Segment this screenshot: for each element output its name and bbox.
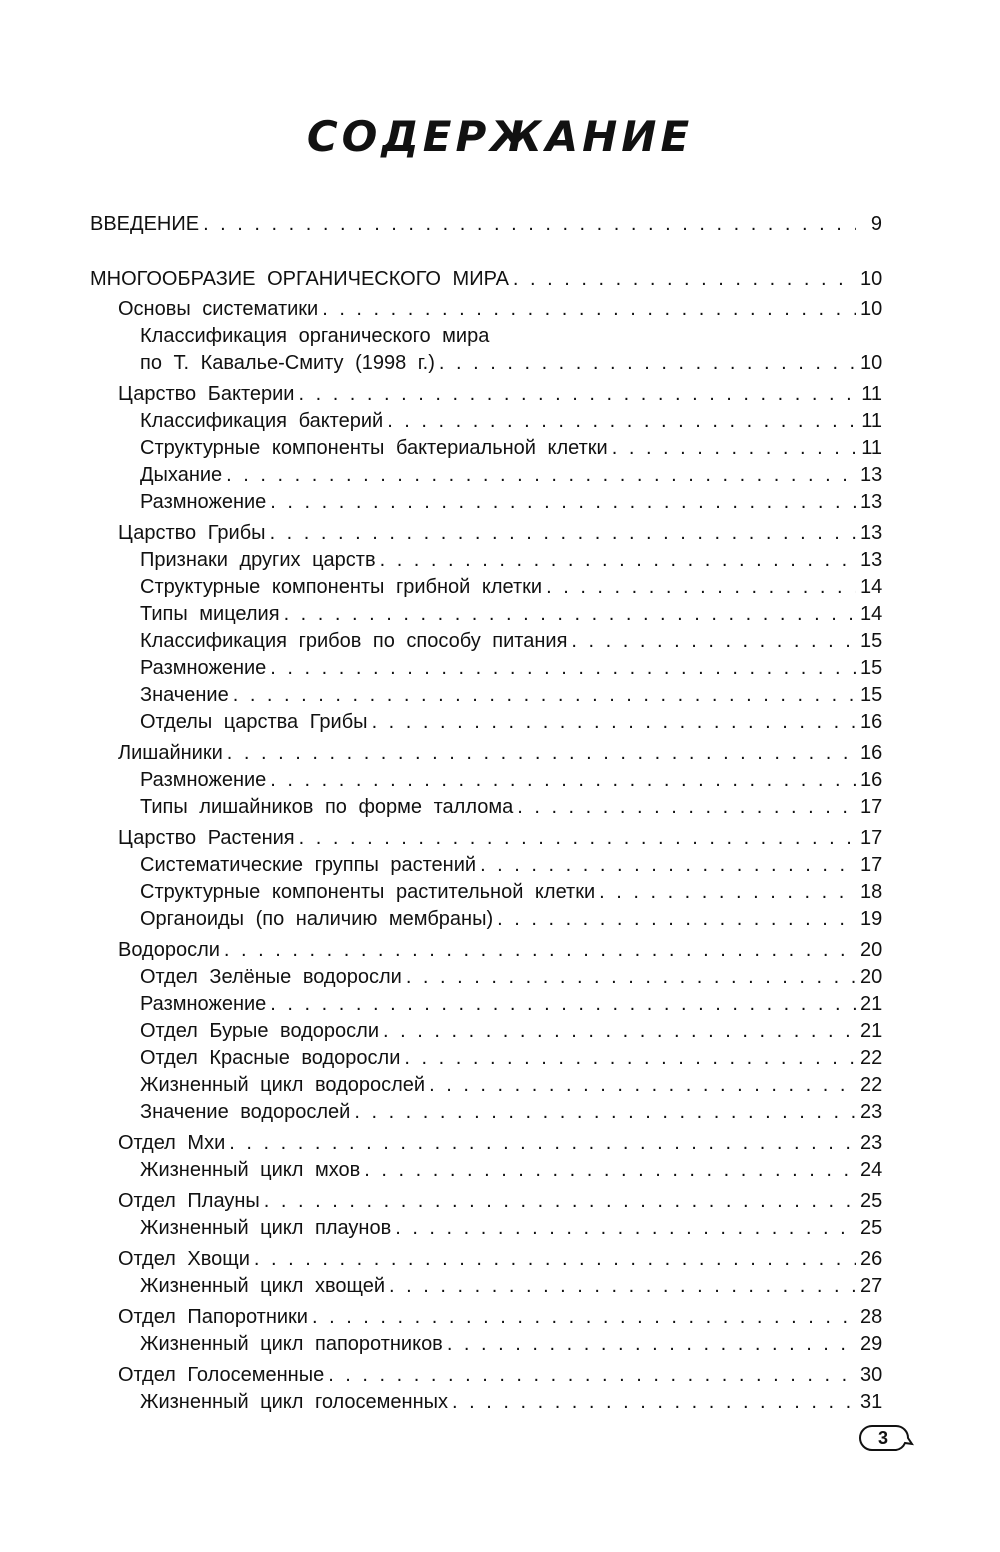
toc-entry-page: 18: [860, 881, 883, 903]
toc-entry-label: Основы систематики: [118, 298, 319, 320]
toc-entry[interactable]: [140, 1388, 882, 1418]
toc-entry-label-line1: Классификация органического мира: [140, 325, 490, 347]
toc-entry-page: 14: [860, 576, 883, 598]
toc-entry-page: 25: [860, 1217, 883, 1239]
toc-entry[interactable]: [140, 1214, 882, 1244]
toc-entry[interactable]: [140, 654, 882, 684]
toc-entry-label: Дыхание: [140, 464, 223, 486]
dot-leader: [612, 434, 856, 462]
toc-entry-label: Отдел Бурые водоросли: [140, 1020, 380, 1042]
toc-entry[interactable]: [140, 990, 882, 1020]
toc-entry-page: 26: [860, 1248, 883, 1270]
dot-leader: [299, 824, 856, 852]
toc-entry[interactable]: [118, 295, 882, 325]
toc-entry-label: Отдел Хвощи: [118, 1248, 250, 1270]
toc-entry-page: 21: [860, 1020, 883, 1042]
toc-entry-label: Отдел Плауны: [118, 1190, 260, 1212]
toc-entry-label: Жизненный цикл голосеменных: [140, 1391, 449, 1413]
dot-leader: [439, 349, 856, 377]
toc-entry-label: Отдел Зелёные водоросли: [140, 966, 402, 988]
toc-entry-page: 10: [860, 352, 883, 374]
toc-entry-label: Размножение: [140, 657, 267, 679]
toc-entry[interactable]: [140, 1071, 882, 1101]
toc-entry[interactable]: [140, 963, 882, 993]
dot-leader: [270, 654, 856, 682]
toc-entry-label: МНОГООБРАЗИЕ ОРГАНИЧЕСКОГО МИРА: [90, 268, 509, 290]
toc-entry-page: 30: [860, 1364, 883, 1386]
dot-leader: [599, 878, 856, 906]
dot-leader: [480, 851, 856, 879]
dot-leader: [383, 1017, 856, 1045]
toc-entry-page: 23: [860, 1132, 883, 1154]
toc-entry-label: Признаки других царств: [140, 549, 376, 571]
toc-entry[interactable]: [118, 519, 882, 549]
toc-entry-page: 17: [860, 796, 883, 818]
toc-entry-page: 25: [860, 1190, 883, 1212]
toc-entry-page: 28: [860, 1306, 883, 1328]
toc-entry-label: по Т. Кавалье-Смиту (1998 г.): [140, 352, 435, 374]
dot-leader: [452, 1388, 856, 1416]
toc-entry-page: 15: [860, 684, 883, 706]
toc-entry[interactable]: [118, 1303, 882, 1333]
toc-entry-label: Классификация бактерий: [140, 410, 384, 432]
toc-entry-page: 16: [860, 711, 883, 733]
toc-entry[interactable]: [140, 905, 882, 935]
toc-entry[interactable]: [118, 1187, 882, 1217]
toc-entry-label: Отделы царства Грибы: [140, 711, 368, 733]
toc-entry-label: Жизненный цикл мхов: [140, 1159, 361, 1181]
toc-entry-page: 11: [861, 437, 882, 459]
toc-entry[interactable]: [118, 1361, 882, 1391]
dot-leader: [224, 936, 856, 964]
toc-entry[interactable]: [140, 627, 882, 657]
dot-leader: [513, 265, 856, 293]
toc-entry[interactable]: [140, 1017, 882, 1047]
toc-entry-label: Жизненный цикл плаунов: [140, 1217, 392, 1239]
toc-entry-page: 10: [860, 268, 883, 290]
toc-entry-label: Царство Грибы: [118, 522, 266, 544]
dot-leader: [233, 681, 856, 709]
toc-entry[interactable]: [140, 1330, 882, 1360]
toc-entry[interactable]: [140, 461, 882, 491]
toc-entry-page: 17: [860, 827, 883, 849]
toc-entry[interactable]: [118, 936, 882, 966]
toc-entry-page: 13: [860, 464, 883, 486]
toc-entry-intro[interactable]: [90, 210, 882, 240]
toc-entry[interactable]: [118, 824, 882, 854]
dot-leader: [395, 1214, 856, 1242]
toc-entry-label: Размножение: [140, 491, 267, 513]
toc-entry[interactable]: [118, 739, 882, 769]
toc-entry-page: 31: [860, 1391, 883, 1413]
toc-entry-page: 16: [860, 742, 883, 764]
toc-entry-label: Систематические группы растений: [140, 854, 477, 876]
toc-entry-page: 20: [860, 939, 883, 961]
page-number: 3: [877, 1428, 888, 1448]
toc-entry-page: 19: [860, 908, 883, 930]
toc-entry-page: 15: [860, 657, 883, 679]
toc-entry-label: Царство Бактерии: [118, 383, 295, 405]
dot-leader: [270, 488, 856, 516]
toc-entry[interactable]: [118, 380, 882, 410]
dot-leader: [270, 990, 856, 1018]
toc-entry-page: 13: [860, 491, 883, 513]
dot-leader: [447, 1330, 856, 1358]
toc-entry-page: 27: [860, 1275, 883, 1297]
toc-entry[interactable]: [140, 1098, 882, 1128]
dot-leader: [389, 1272, 856, 1300]
toc-entry-label: Структурные компоненты грибной клетки: [140, 576, 543, 598]
toc-entry-label: Отдел Голосеменные: [118, 1364, 325, 1386]
toc-entry[interactable]: [140, 1156, 882, 1186]
toc-entry-label: Жизненный цикл водорослей: [140, 1074, 426, 1096]
toc-entry[interactable]: [140, 546, 882, 576]
toc-entry-label: Структурные компоненты растительной клетки: [140, 881, 596, 903]
toc-entry-label: Отдел Красные водоросли: [140, 1047, 401, 1069]
toc-entry-label: Жизненный цикл папоротников: [140, 1333, 443, 1355]
dot-leader: [264, 1187, 856, 1215]
dot-leader: [229, 1129, 856, 1157]
toc-entry[interactable]: [140, 407, 882, 437]
toc-entry-page: 16: [860, 769, 883, 791]
toc-entry-page: 24: [860, 1159, 883, 1181]
toc-entry[interactable]: [118, 1129, 882, 1159]
toc-entry-label: Отдел Папоротники: [118, 1306, 308, 1328]
toc-entry-label: Типы лишайников по форме таллома: [140, 796, 514, 818]
toc-entry-page: 15: [860, 630, 883, 652]
dot-leader: [328, 1361, 856, 1389]
dot-leader: [254, 1245, 856, 1273]
toc-entry-section[interactable]: [90, 265, 882, 295]
toc-entry-page: 23: [860, 1101, 883, 1123]
toc-entry[interactable]: [140, 1044, 882, 1074]
dot-leader: [354, 1098, 856, 1126]
toc-entry[interactable]: [140, 708, 882, 738]
toc-entry-page: 22: [860, 1047, 883, 1069]
toc-entry-label: Размножение: [140, 993, 267, 1015]
toc-entry[interactable]: [140, 349, 882, 379]
toc-entry-label: Значение: [140, 684, 229, 706]
toc-entry-page: 14: [860, 603, 883, 625]
toc-entry-label: ВВЕДЕНИЕ: [90, 213, 200, 235]
toc-entry[interactable]: [140, 1272, 882, 1302]
toc-entry-page: 20: [860, 966, 883, 988]
toc-entry-page: 11: [861, 410, 882, 432]
toc-entry-label: Лишайники: [118, 742, 223, 764]
dot-leader: [404, 1044, 856, 1072]
toc-entry-page: 10: [860, 298, 883, 320]
toc-entry[interactable]: [140, 434, 882, 464]
toc-entry-page: 21: [860, 993, 883, 1015]
dot-leader: [270, 519, 856, 547]
toc-entry[interactable]: [140, 488, 882, 518]
dot-leader: [517, 793, 856, 821]
page-number-badge: [858, 1424, 914, 1452]
toc-entry[interactable]: [140, 573, 882, 603]
dot-leader: [372, 708, 856, 736]
dot-leader: [546, 573, 856, 601]
toc-entry-label: Значение водорослей: [140, 1101, 351, 1123]
dot-leader: [387, 407, 856, 435]
toc-entry-label: Классификация грибов по способу питания: [140, 630, 568, 652]
toc-entry-label: Структурные компоненты бактериальной клетки: [140, 437, 608, 459]
toc-entry-label: Размножение: [140, 769, 267, 791]
dot-leader: [284, 600, 856, 628]
toc-entry-label: Водоросли: [118, 939, 220, 961]
dot-leader: [203, 210, 856, 238]
dot-leader: [322, 295, 856, 323]
page-title: СОДЕРЖАНИЕ: [306, 112, 694, 161]
toc-entry-page: 9: [870, 213, 882, 235]
dot-leader: [380, 546, 856, 574]
toc-entry-label: Жизненный цикл хвощей: [140, 1275, 386, 1297]
toc-entry-page: 13: [860, 522, 883, 544]
dot-leader: [312, 1303, 856, 1331]
toc-entry[interactable]: [118, 1245, 882, 1275]
dot-leader: [226, 461, 856, 489]
toc-entry-label: Отдел Мхи: [118, 1132, 226, 1154]
dot-leader: [270, 766, 856, 794]
toc-entry-label: Царство Растения: [118, 827, 295, 849]
dot-leader: [429, 1071, 856, 1099]
toc-entry[interactable]: [140, 878, 882, 908]
toc-entry[interactable]: [140, 793, 882, 823]
toc-entry-page: 17: [860, 854, 883, 876]
toc-entry[interactable]: [140, 766, 882, 796]
toc-entry-label: Органоиды (по наличию мембраны): [140, 908, 494, 930]
toc-entry-page: 22: [860, 1074, 883, 1096]
dot-leader: [571, 627, 856, 655]
toc-entry-page: 11: [861, 383, 882, 405]
dot-leader: [497, 905, 856, 933]
toc-entry-label: Типы мицелия: [140, 603, 280, 625]
toc-entry-page: 13: [860, 549, 883, 571]
toc-entry[interactable]: [140, 600, 882, 630]
toc-entry[interactable]: [140, 681, 882, 711]
dot-leader: [406, 963, 856, 991]
dot-leader: [364, 1156, 856, 1184]
toc-entry[interactable]: [140, 851, 882, 881]
dot-leader: [227, 739, 856, 767]
toc-entry-page: 29: [860, 1333, 883, 1355]
dot-leader: [298, 380, 856, 408]
